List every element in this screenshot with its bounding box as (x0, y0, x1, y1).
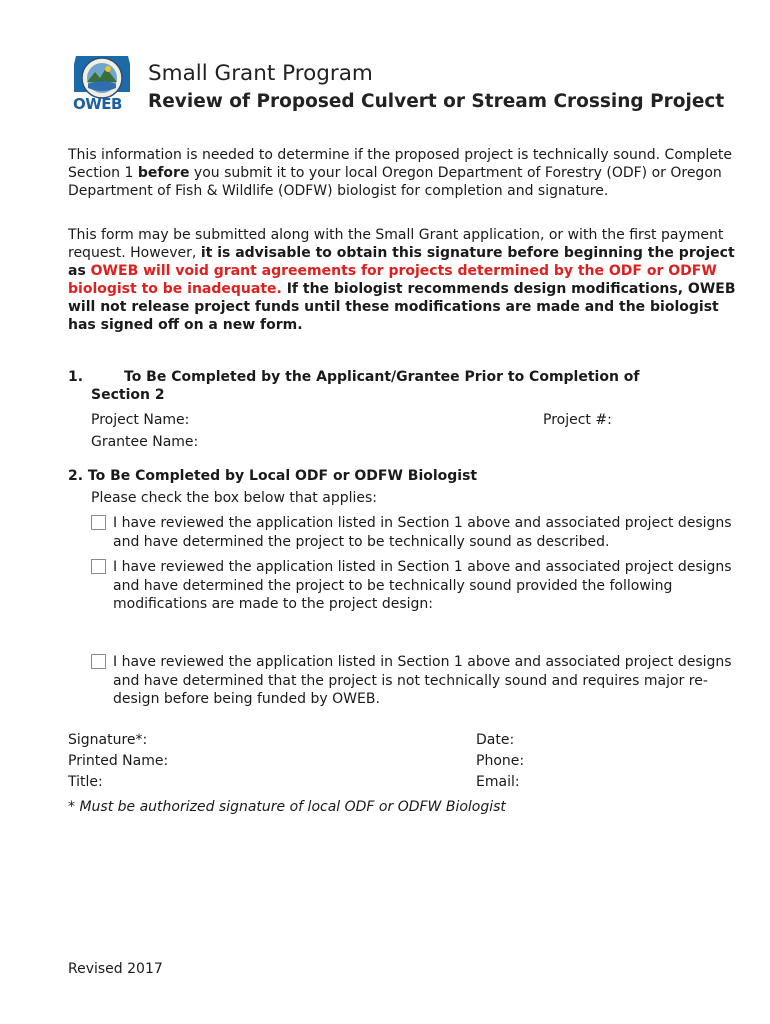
section-2-heading: 2. To Be Completed by Local ODF or ODFW Biologist (68, 468, 478, 484)
intro-p1-bold: before (137, 165, 190, 181)
section-2-instruction: Please check the box below that applies: (91, 490, 377, 506)
section-1-number: 1. (68, 369, 84, 385)
email-label: Email: (476, 774, 520, 790)
intro-paragraph-1 (68, 146, 738, 200)
intro-p1-text-b: you submit it to your local Oregon Department of Forestry (ODF) or Oregon Department of Fish & Wildlife (ODFW) biologist for completion and signature. (68, 165, 722, 199)
intro-p2-bold-1: it is advisable to obtain this signature before beginning the project as (68, 245, 735, 279)
phone-label: Phone: (476, 753, 525, 769)
logo-text: OWEB (73, 95, 122, 113)
section-1-heading-line1: To Be Completed by the Applicant/Grantee Prior to Completion of (124, 369, 640, 385)
option-1-checkbox[interactable] (91, 515, 106, 530)
signature-footnote: * Must be authorized signature of local ODF or ODFW Biologist (68, 799, 506, 815)
signature-label: Signature*: (68, 732, 148, 748)
intro-p2-bold-2: If the biologist recommends design modifications, OWEB will not release project funds until these modifications are made and the biologist has signed off on a new form. (68, 281, 736, 333)
program-title: Small Grant Program (148, 61, 373, 86)
option-3-text: I have reviewed the application listed in Section 1 above and associated project designs and have determined that the project is not technically sound and requires major re-design before being funded by OWEB. (113, 654, 732, 707)
option-1-text: I have reviewed the application listed in Section 1 above and associated project designs and have determined the project to be technically sound as described. (113, 515, 732, 550)
grantee-name-label: Grantee Name: (91, 434, 199, 450)
option-2-checkbox[interactable] (91, 559, 106, 574)
option-2-text: I have reviewed the application listed in Section 1 above and associated project designs and have determined the project to be technically sound provided the following modifications are made to the project design: (113, 559, 732, 612)
title-label: Title: (68, 774, 103, 790)
intro-p1-text-a: This information is needed to determine if the proposed project is technically sound. Complete Section 1 (68, 147, 733, 181)
intro-p2-text-a: This form may be submitted along with the Small Grant application, or with the first payment request. However, (68, 227, 724, 261)
oweb-logo (70, 52, 134, 118)
project-number-label: Project #: (543, 412, 612, 428)
printed-name-label: Printed Name: (68, 753, 169, 769)
revised-date: Revised 2017 (68, 961, 163, 977)
date-label: Date: (476, 732, 515, 748)
form-title: Review of Proposed Culvert or Stream Crossing Project (148, 91, 725, 112)
project-name-label: Project Name: (91, 412, 190, 428)
section-1-heading-line2: Section 2 (91, 387, 165, 403)
option-3-checkbox[interactable] (91, 654, 106, 669)
intro-p2-red-warning: OWEB will void grant agreements for projects determined by the ODF or ODFW biologist to be inadequate. (68, 263, 717, 297)
intro-paragraph-2 (68, 226, 738, 334)
